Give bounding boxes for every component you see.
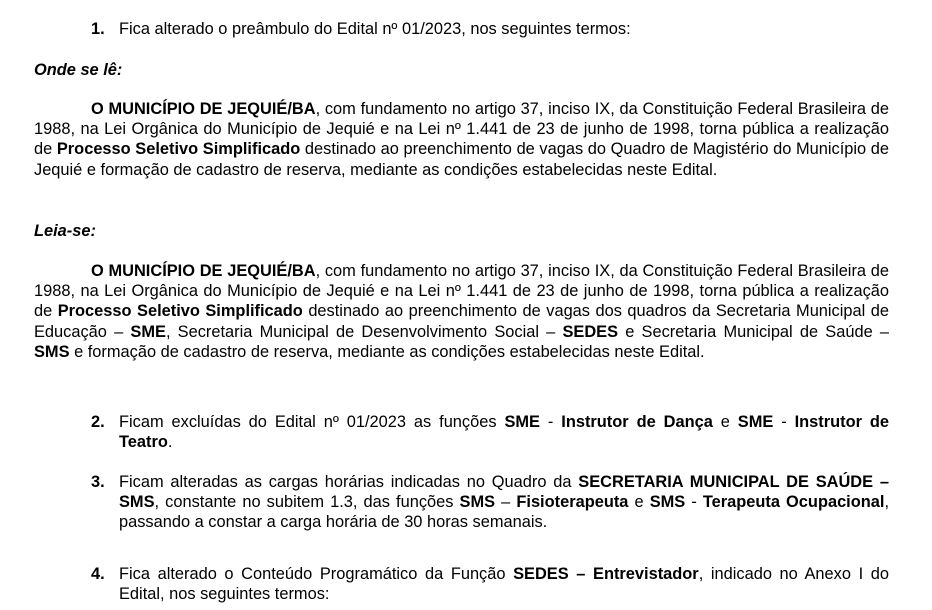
item-3 [0,472,932,534]
item-4-text [119,564,889,604]
item-2-text-part: e [712,413,738,431]
processo-seletivo-label: Processo Seletivo Simplificado [56,140,301,159]
item-1-number: 1. [91,20,105,38]
item-4-number: 4. [91,565,105,583]
item-3-number: 3. [91,473,105,491]
item-4 [0,564,932,606]
municipio-name: O MUNICÍPIO DE JEQUIÉ/BA [91,262,316,280]
item-3-bold-part: Fisioterapeuta [516,493,629,512]
item-1-text: Fica alterado o preâmbulo do Edital nº 01/2023, nos seguintes termos: [119,20,631,38]
item-4-text-part: Fica alterado o Conteúdo Programático da Função [119,565,514,583]
item-2-text-part: - [540,413,562,431]
paragraph-text: , com fundamento no artigo 37, inciso IX, da Constituição Federal Brasileira de 1988, na Lei Orgânica do Município de Jequié e na Lei nº 1.441 de 23 de junho de 1998, torna pública a realização de [34,262,889,321]
item-3-text-part: e [628,493,650,512]
item-3-bold-part: SMS [649,493,686,512]
item-3-bold-part: Terapeuta Ocupacional [702,493,885,512]
item-3-text-part: , constante no subitem 1.3, das funções [154,493,460,512]
item-4-text-part: , indicado no Anexo I do Edital, nos seguintes termos: [119,565,889,604]
item-2-bold-part: Instrutor de Teatro [119,413,889,452]
item-1 [0,19,932,41]
leia-se-paragraph [34,261,889,362]
item-3-text-part: Ficam alteradas as cargas horárias indicadas no Quadro da [119,473,579,491]
item-3-bold-part: SECRETARIA MUNICIPAL DE SAÚDE – SMS [119,473,889,512]
item-2-text-part: . [167,433,173,452]
item-3-text-part: - [685,493,703,512]
paragraph-text: destinado ao preenchimento de vagas do Quadro de Magistério do Município de Jequié e formação de cadastro de reserva, mediante as condições estabelecidas neste Edital. [34,140,889,179]
sms-label: SMS [34,342,70,361]
item-2 [0,412,932,454]
leia-se-heading: Leia-se: [34,222,96,240]
processo-seletivo-label: Processo Seletivo Simplificado [57,302,303,321]
item-3-text [119,472,889,533]
item-3-bold-part: SMS [459,493,496,512]
item-4-bold-part: SEDES – Entrevistador [513,565,699,583]
sme-label: SME [130,322,166,341]
item-2-bold-part: SME [504,413,540,431]
municipio-name: O MUNICÍPIO DE JEQUIÉ/BA [91,100,316,118]
item-3-text-part: – [495,493,517,512]
paragraph-text: destinado ao preenchimento de vagas dos quadros da Secretaria Municipal de Educação – [34,302,889,341]
paragraph-text: e Secretaria Municipal de Saúde – [618,322,890,341]
item-3-text-part: , passando a constar a carga horária de 30 horas semanais. [119,493,889,532]
sedes-label: SEDES [562,322,619,341]
onde-se-le-paragraph [34,99,889,180]
onde-se-le-heading: Onde se lê: [34,61,123,79]
item-2-number: 2. [91,413,105,431]
item-2-bold-part: SME [737,413,774,431]
item-2-bold-part: Instrutor de Dança [561,413,713,431]
item-2-text-part: Ficam excluídas do Edital nº 01/2023 as funções [119,413,505,431]
paragraph-text: , com fundamento no artigo 37, inciso IX, da Constituição Federal Brasileira de 1988, na Lei Orgânica do Município de Jequié e na Lei nº 1.441 de 23 de junho de 1998, torna pública a realização de [34,100,889,159]
paragraph-text: e formação de cadastro de reserva, mediante as condições estabelecidas neste Edital. [69,342,705,361]
paragraph-text: , Secretaria Municipal de Desenvolvimento Social – [165,322,563,341]
item-2-text [119,412,889,452]
item-2-text-part: - [773,413,795,431]
